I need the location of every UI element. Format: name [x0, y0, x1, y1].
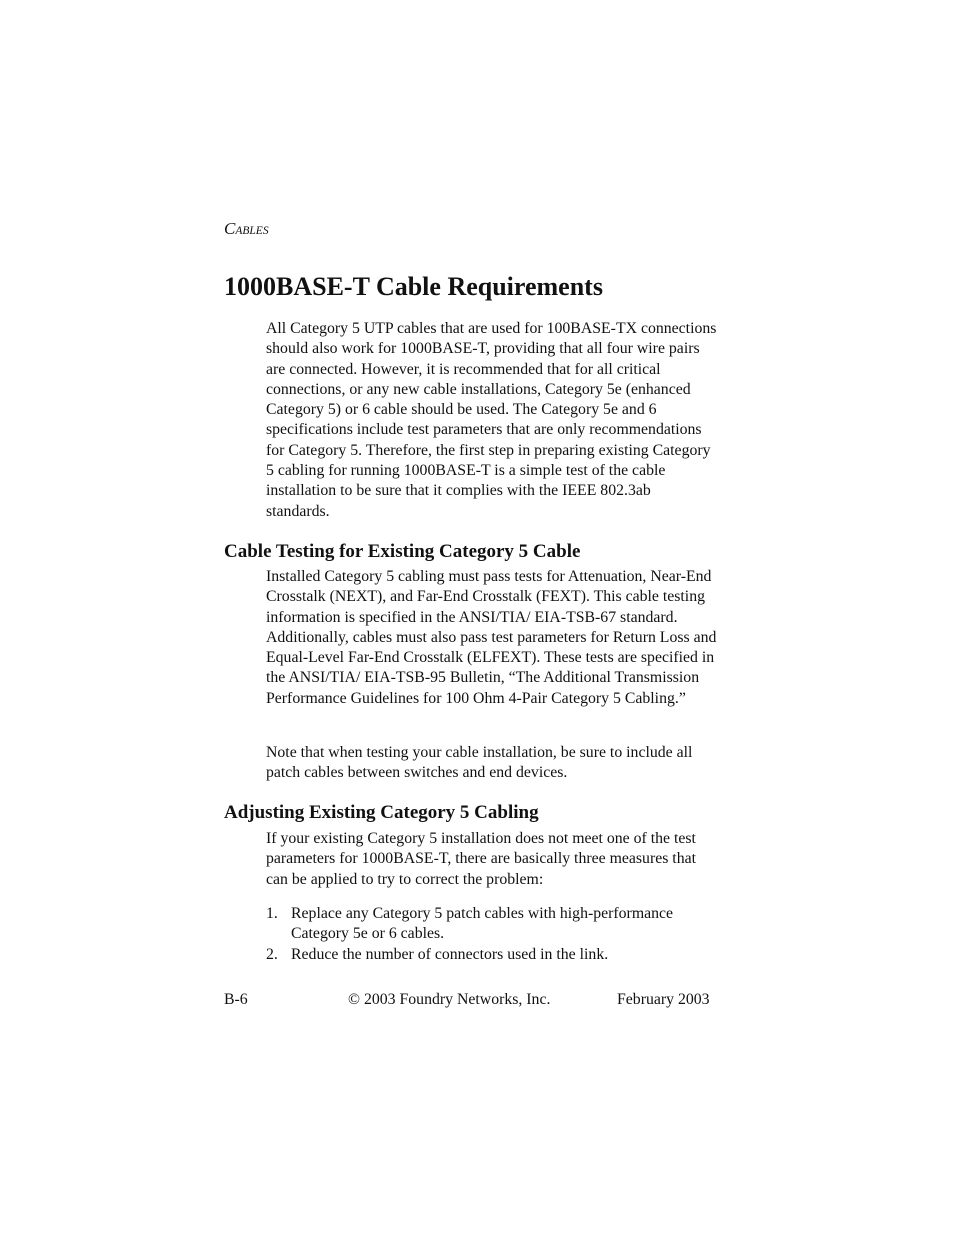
list-item	[266, 945, 718, 965]
running-head-rest: ABLES	[235, 225, 269, 237]
cable-testing-paragraph: Installed Category 5 cabling must pass tests for Attenuation, Near-End Crosstalk (NEXT), and Far-End Crosstalk (FEXT). This cable testing information is specified in the ANSI/TIA/ EIA-TSB-67 standard. Additionally, cables must also pass test parameters for Return Loss and Equal-Level Far-End Crosstalk (ELFEXT). These tests are specified in the ANSI/TIA/ EIA-TSB-95 Bulletin, “The Additional Transmission Performance Guidelines for 100 Ohm 4-Pair Category 5 Cabling.”	[266, 568, 717, 707]
cable-testing-section	[266, 567, 718, 709]
list-item	[266, 904, 718, 945]
running-head	[224, 219, 269, 239]
footer-page-number: B-6	[224, 991, 248, 1008]
page-title: 1000BASE-T Cable Requirements	[224, 272, 603, 301]
running-head-initial: C	[224, 219, 236, 238]
adjusting-paragraph: If your existing Category 5 installation does not meet one of the test parameters for 1000BASE-T, there are basically three measures that can be applied to try to correct the problem:	[266, 830, 696, 888]
intro-section	[266, 319, 718, 522]
adjusting-section	[266, 829, 718, 890]
footer-copyright: © 2003 Foundry Networks, Inc.	[348, 991, 551, 1008]
patch-cable-note	[266, 743, 718, 784]
measures-list	[266, 904, 718, 965]
list-item-text: Replace any Category 5 patch cables with high-performance Category 5e or 6 cables.	[291, 905, 674, 943]
footer-date: February 2003	[617, 991, 710, 1008]
section-heading-adjusting: Adjusting Existing Category 5 Cabling	[224, 802, 539, 823]
list-item-text: Reduce the number of connectors used in the link.	[291, 945, 609, 963]
patch-cable-note-paragraph: Note that when testing your cable installation, be sure to include all patch cables between switches and end devices.	[266, 744, 693, 782]
intro-paragraph: All Category 5 UTP cables that are used for 100BASE-TX connections should also work for 1000BASE-T, providing that all four wire pairs are connected. However, it is recommended that for all critical connections, or any new cable installations, Category 5e (enhanced Category 5) or 6 cable should be used. The Category 5e and 6 specifications include test parameters that are only recommendations for Category 5. Therefore, the first step in preparing existing Category 5 cabling for running 1000BASE-T is a simple test of the cable installation to be sure that it complies with the IEEE 802.3ab standards.	[266, 320, 717, 520]
list-item-number: 2.	[266, 945, 278, 963]
section-heading-cable-testing: Cable Testing for Existing Category 5 Cable	[224, 541, 581, 562]
list-item-number: 1.	[266, 905, 278, 922]
